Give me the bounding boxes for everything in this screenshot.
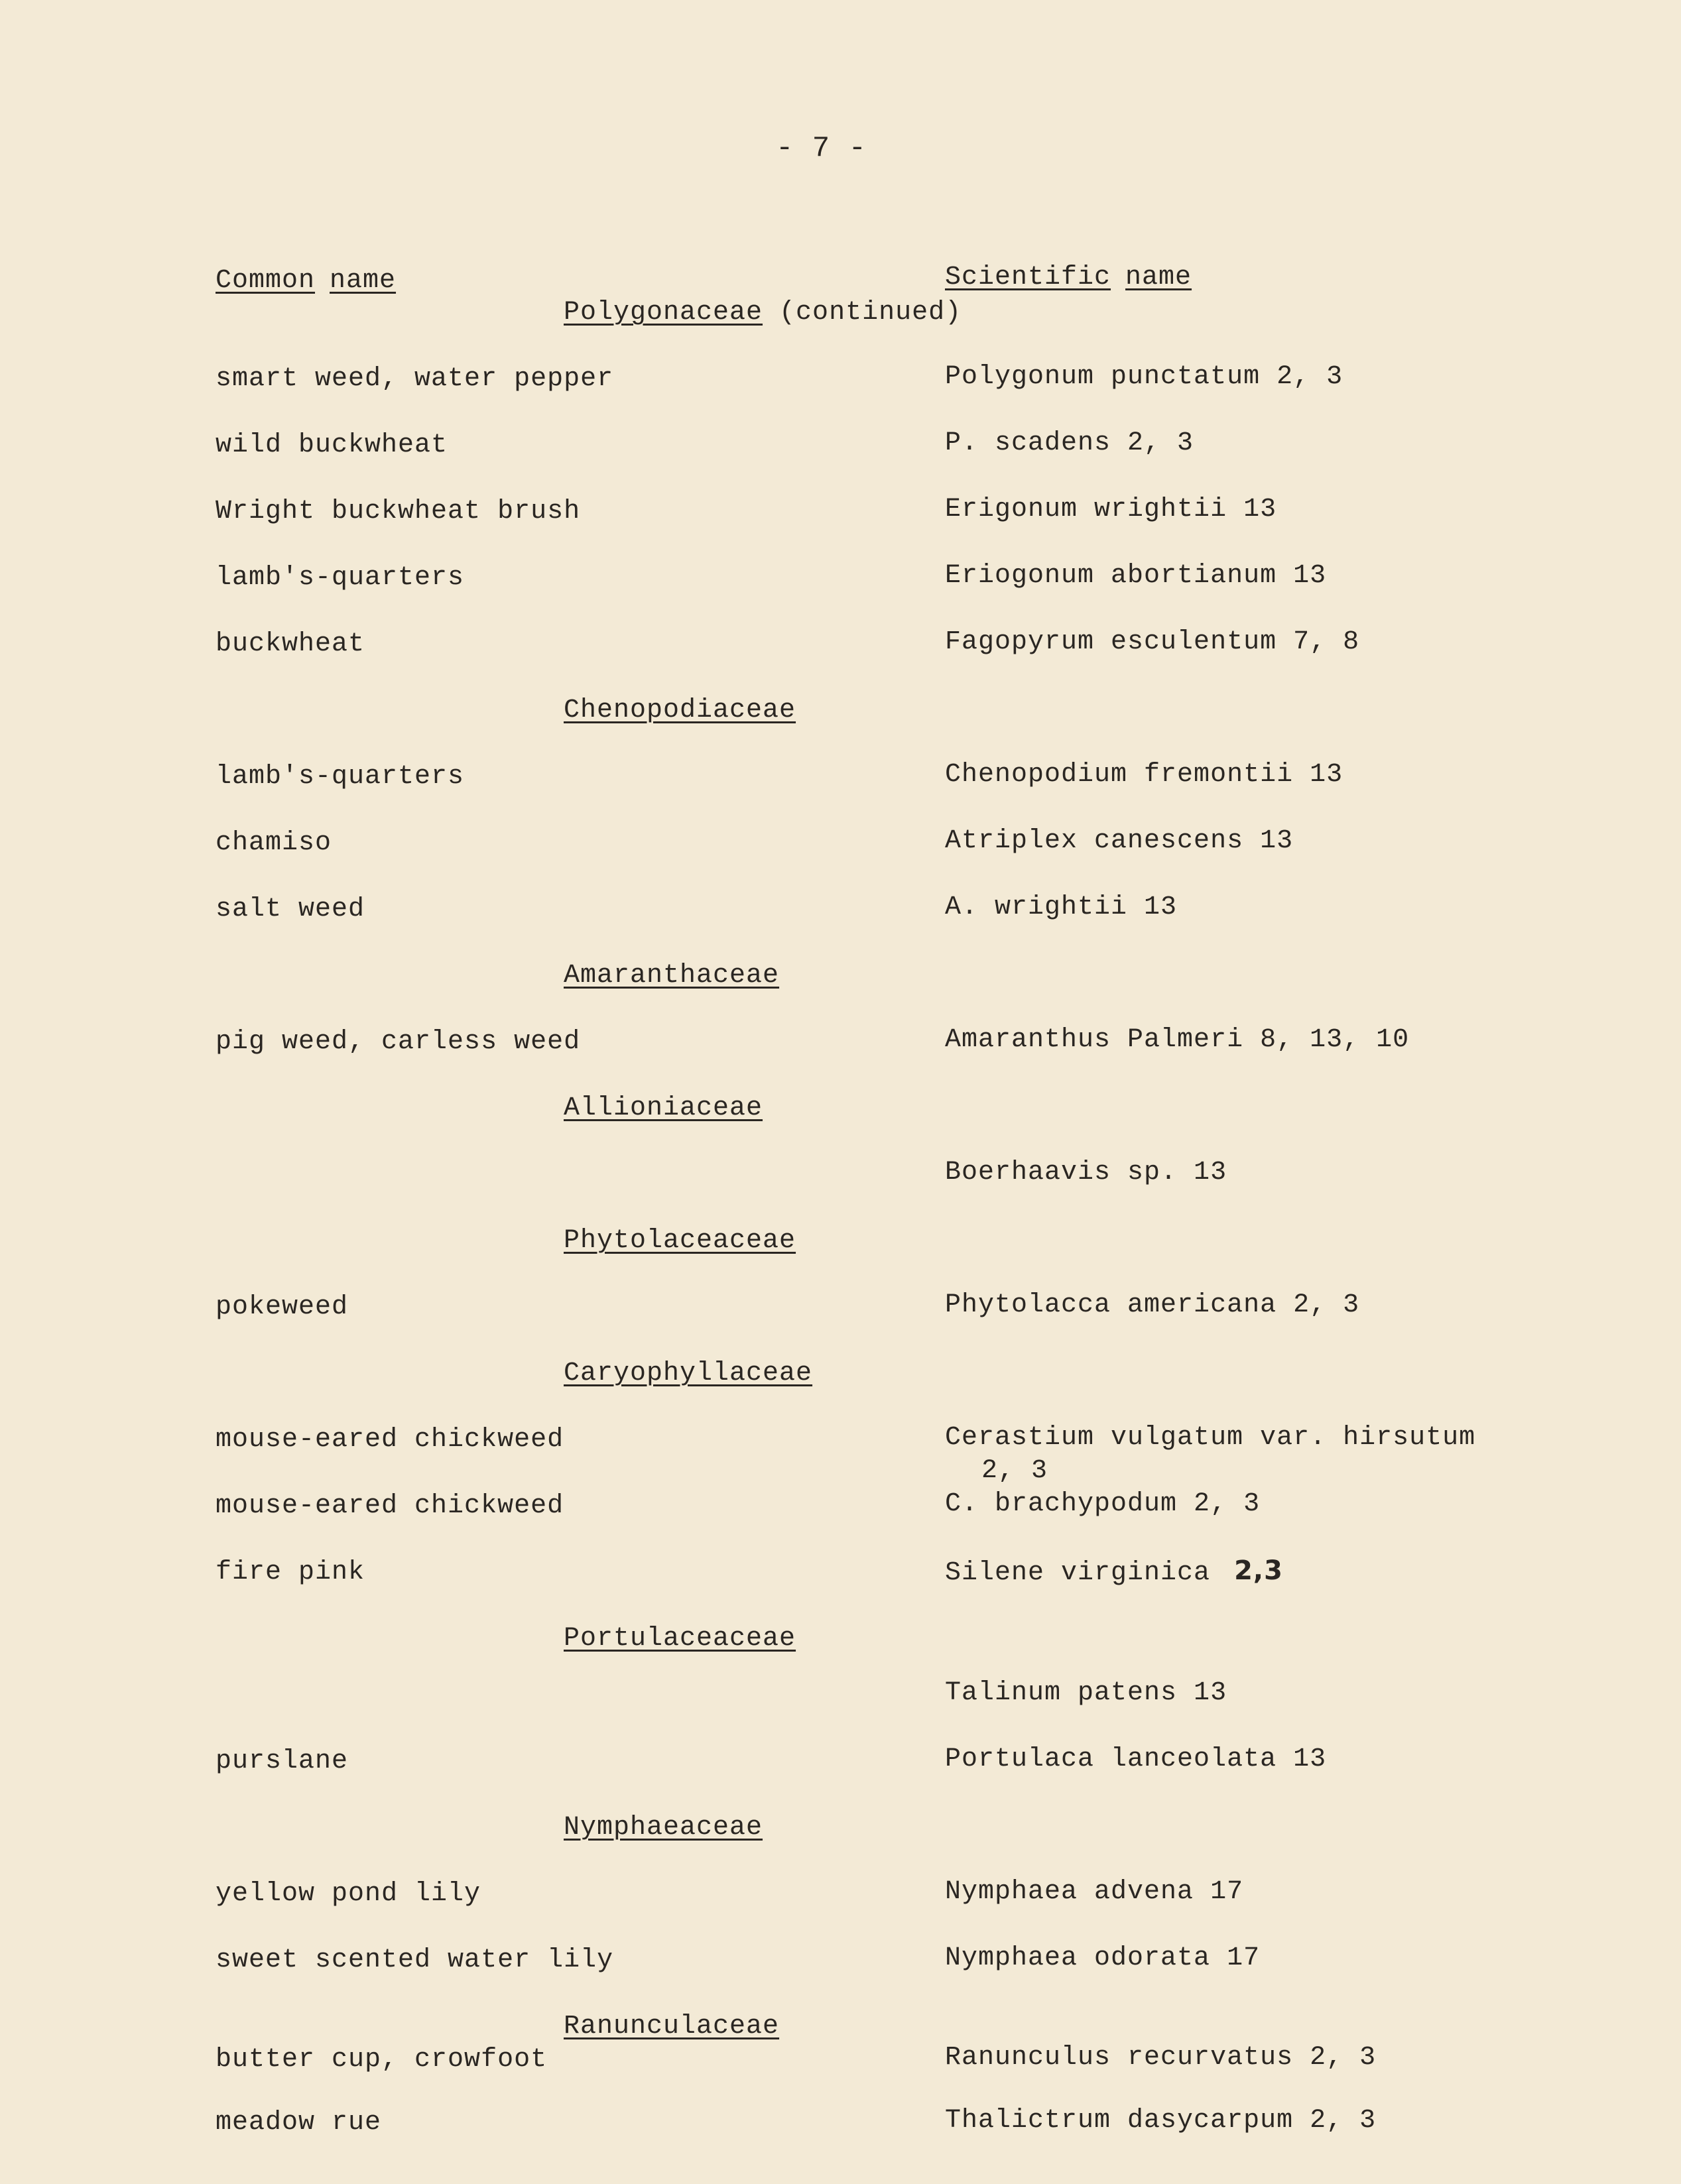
common-name: purslane	[216, 1746, 349, 1776]
scientific-name-continuation: 2, 3	[981, 1456, 1048, 1486]
common-name: mouse-eared chickweed	[216, 1491, 564, 1521]
common-name: mouse-eared chickweed	[216, 1425, 564, 1455]
scientific-name: C. brachypodum 2, 3	[945, 1489, 1261, 1519]
family-heading: Nymphaeaceae	[564, 1813, 763, 1843]
scientific-name: Cerastium vulgatum var. hirsutum	[945, 1423, 1476, 1453]
scientific-name-header: Scientific name	[945, 263, 1192, 292]
common-name: buckwheat	[216, 629, 365, 659]
family-heading: Portulaceaceae	[564, 1624, 796, 1654]
family-heading: Caryophyllaceae	[564, 1359, 813, 1388]
scientific-name: Nymphaea odorata 17	[945, 1943, 1261, 1973]
scientific-name: Polygonum punctatum 2, 3	[945, 362, 1343, 392]
common-name: yellow pond lily	[216, 1879, 481, 1909]
scientific-name: Silene virginica 2,3	[945, 1555, 1283, 1588]
family-heading: Ranunculaceae	[564, 2012, 780, 2041]
scientific-name: Phytolacca americana 2, 3	[945, 1290, 1360, 1320]
page-number: - 7 -	[776, 132, 867, 165]
scientific-name: Boerhaavis sp. 13	[945, 1158, 1227, 1187]
scientific-name: Atriplex canescens 13	[945, 826, 1294, 856]
common-name: pig weed, carless weed	[216, 1027, 581, 1057]
scientific-name: Fagopyrum esculentum 7, 8	[945, 627, 1360, 657]
common-name: meadow rue	[216, 2108, 382, 2138]
common-name: fire pink	[216, 1557, 365, 1587]
scientific-name: Ranunculus recurvatus 2, 3	[945, 2043, 1377, 2073]
common-name: chamiso	[216, 828, 332, 858]
family-heading: Phytolaceaceae	[564, 1226, 796, 1256]
scientific-name: Nymphaea advena 17	[945, 1877, 1244, 1907]
scientific-name: Amaranthus Palmeri 8, 13, 10	[945, 1025, 1410, 1055]
handwritten-annotation: 2,3	[1234, 1555, 1283, 1586]
family-heading: Allioniaceae	[564, 1093, 763, 1123]
scientific-name: Thalictrum dasycarpum 2, 3	[945, 2106, 1377, 2136]
scientific-name: A. wrightii 13	[945, 892, 1178, 922]
common-name: lamb's-quarters	[216, 762, 465, 792]
scientific-name: Chenopodium fremontii 13	[945, 760, 1343, 790]
scientific-name: Eriogonum abortianum 13	[945, 561, 1327, 591]
common-name: pokeweed	[216, 1292, 349, 1322]
scientific-name: Erigonum wrightii 13	[945, 495, 1277, 524]
common-name: butter cup, crowfoot	[216, 2045, 548, 2075]
family-heading: Chenopodiaceae	[564, 696, 796, 725]
common-name: sweet scented water lily	[216, 1945, 614, 1975]
family-heading: Amaranthaceae	[564, 961, 780, 991]
common-name: Wright buckwheat brush	[216, 497, 581, 526]
common-name: wild buckwheat	[216, 430, 448, 460]
scientific-name: Talinum patens 13	[945, 1678, 1227, 1708]
common-name-header: Common name	[216, 266, 397, 296]
common-name: smart weed, water pepper	[216, 364, 614, 394]
common-name: lamb's-quarters	[216, 563, 465, 593]
scientific-name: Portulaca lanceolata 13	[945, 1744, 1327, 1774]
scientific-name: P. scadens 2, 3	[945, 428, 1194, 458]
family-heading: Polygonaceae (continued)	[564, 298, 962, 328]
common-name: salt weed	[216, 894, 365, 924]
